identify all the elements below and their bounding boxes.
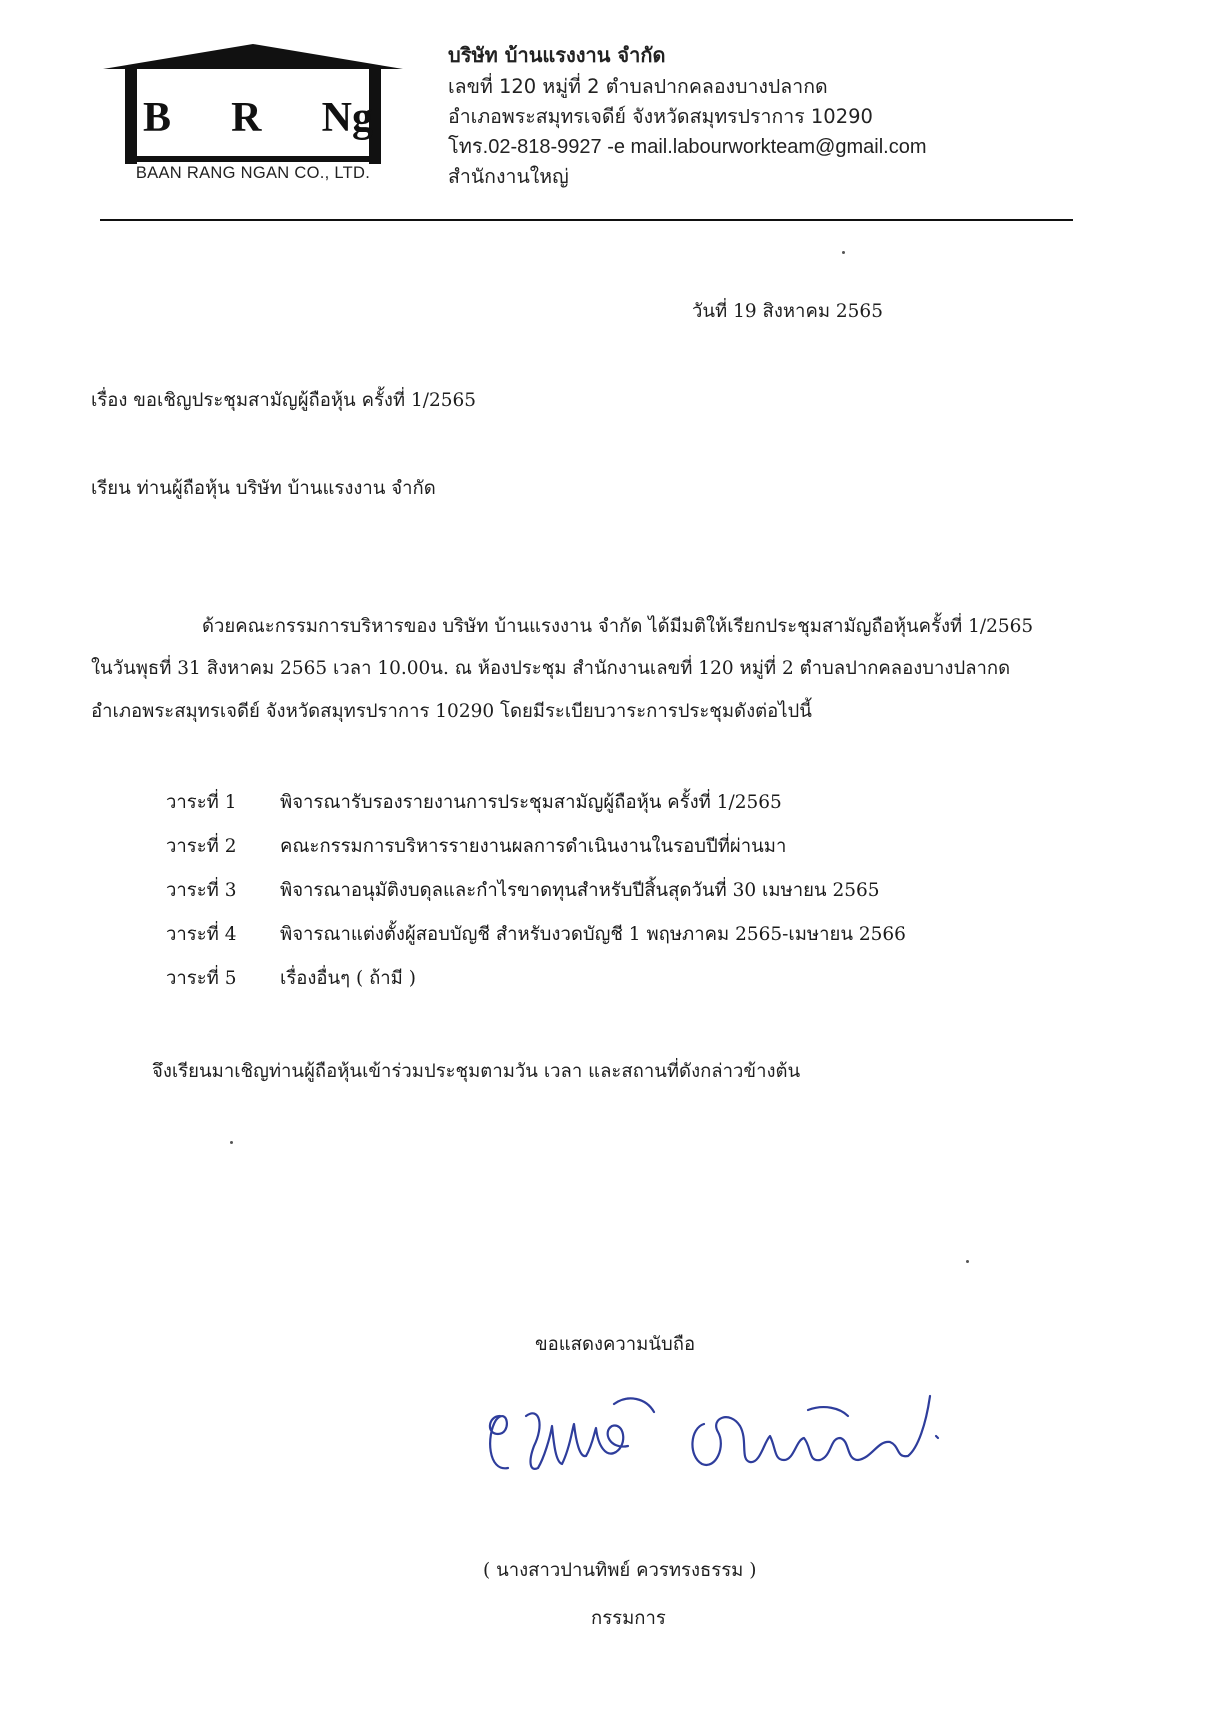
- agenda-label: วาระที่ 1: [166, 792, 237, 813]
- body-line-1: ด้วยคณะกรรมการบริหารของ บริษัท บ้านแรงงาน จำกัด ได้มีมติให้เรียกประชุมสามัญถือหุ้นครั้งที่ 1/2565: [202, 616, 1034, 637]
- agenda-text: พิจารณาแต่งตั้งผู้สอบบัญชี สำหรับงวดบัญชี 1 พฤษภาคม 2565-เมษายน 2566: [280, 924, 906, 945]
- logo-subtitle: BAAN RANG NGAN CO., LTD.: [135, 164, 371, 182]
- letter-recipient: เรียน ท่านผู้ถือหุ้น บริษัท บ้านแรงงาน จำกัด: [91, 478, 436, 499]
- agenda-text: เรื่องอื่นๆ ( ถ้ามี ): [280, 968, 416, 989]
- scan-speck: [966, 1260, 969, 1263]
- closing-line: จึงเรียนมาเชิญท่านผู้ถือหุ้นเข้าร่วมประชุมตามวัน เวลา และสถานที่ดังกล่าวข้างต้น: [152, 1061, 801, 1082]
- address-line-2: อำเภอพระสมุทรเจดีย์ จังหวัดสมุทรปราการ 10290: [448, 105, 873, 128]
- address-line-1: เลขที่ 120 หมู่ที่ 2 ตำบลปากคลองบางปลากด: [448, 75, 828, 98]
- header-divider: [100, 219, 1073, 221]
- scan-speck: [842, 251, 845, 254]
- agenda-text: พิจารณารับรองรายงานการประชุมสามัญผู้ถือหุ้น ครั้งที่ 1/2565: [280, 792, 782, 813]
- agenda-text: คณะกรรมการบริหารรายงานผลการดำเนินงานในรอบปีที่ผ่านมา: [280, 836, 787, 857]
- company-name: บริษัท บ้านแรงงาน จำกัด: [448, 43, 666, 67]
- signer-position: กรรมการ: [591, 1608, 666, 1629]
- logo-letter-r: R: [231, 95, 262, 141]
- letter-subject: เรื่อง ขอเชิญประชุมสามัญผู้ถือหุ้น ครั้งที่ 1/2565: [91, 390, 477, 411]
- body-line-3: อำเภอพระสมุทรเจดีย์ จังหวัดสมุทรปราการ 10290 โดยมีระเบียบวาระการประชุมดังต่อไปนี้: [91, 701, 812, 722]
- scan-speck: [230, 1141, 233, 1144]
- logo-letter-b: B: [143, 95, 172, 141]
- body-line-2: ในวันพุธที่ 31 สิงหาคม 2565 เวลา 10.00น. ณ ห้องประชุม สำนักงานเลขที่ 120 หมู่ที่ 2 ตำบลปากคลองบางปลากด: [91, 658, 1011, 679]
- office-label: สำนักงานใหญ่: [448, 165, 569, 188]
- handwritten-signature: [478, 1376, 958, 1496]
- company-info: [448, 38, 927, 192]
- agenda-label: วาระที่ 2: [166, 836, 237, 857]
- company-logo: [103, 44, 403, 184]
- letter-date: วันที่ 19 สิงหาคม 2565: [692, 301, 883, 322]
- agenda-label: วาระที่ 3: [166, 880, 237, 901]
- signer-name: ( นางสาวปานทิพย์ ควรทรงธรรม ): [483, 1560, 757, 1581]
- logo-letters: [143, 92, 373, 144]
- agenda-text: พิจารณาอนุมัติงบดุลและกำไรขาดทุนสำหรับปีสิ้นสุดวันที่ 30 เมษายน 2565: [280, 880, 880, 901]
- contact-line: โทร.02-818-9927 -e mail.labourworkteam@gmail.com: [448, 136, 927, 158]
- agenda-label: วาระที่ 5: [166, 968, 237, 989]
- logo-letter-ng: Ng: [321, 95, 373, 141]
- agenda-label: วาระที่ 4: [166, 924, 237, 945]
- regards-line: ขอแสดงความนับถือ: [535, 1334, 696, 1355]
